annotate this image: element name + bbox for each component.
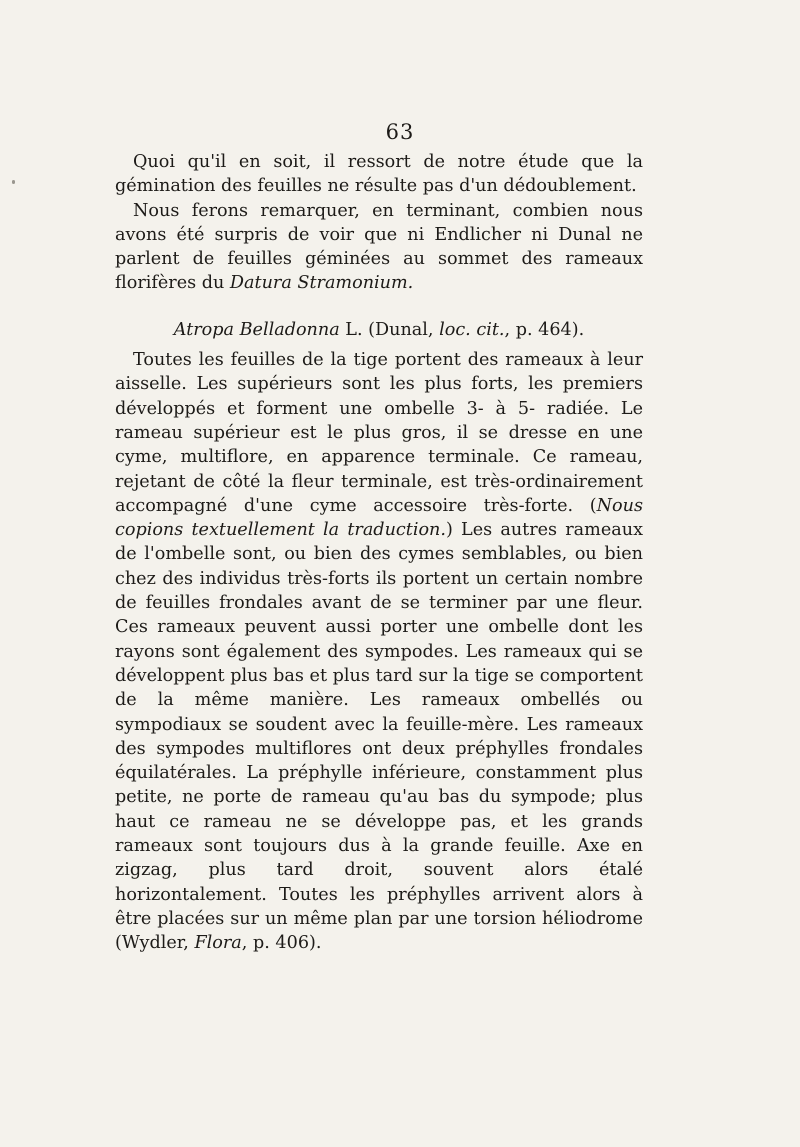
paragraph-2-text: Nous ferons remarquer, en terminant, combien nous avons été surpris de voir que ni Endlicher ni Dunal ne parlent de feuilles géminées au sommet des rameaux florifères du: [115, 200, 643, 294]
paragraph-1: Quoi qu'il en soit, il ressort de notre étude que la gémination des feuilles ne résulte pas d'un dédoublement.: [115, 152, 643, 197]
paragraph-3-text-mid: ) Les autres rameaux de l'ombelle sont, ou bien des cymes semblables, ou bien chez des individus très-forts ils portent un certain nombre de feuilles frondales avant de se terminer par une fleur. Ces rameaux peuvent aussi porter une ombelle dont les rayons sont également des sympodes. Les rameaux qui se développent plus bas et plus tard sur la tige se comportent de la même manière. Les rameaux ombellés ou sympodiaux se soudent avec la feuille-mère. Les rameaux des sympodes multiflores ont deux préphylles frondales équilatérales. La préphylle inférieure, constamment plus petite, ne porte de rameau qu'au bas du sympode; plus haut ce rameau ne se développe pas, et les grands rameaux sont toujours dus à la grande feuille. Axe en zigzag, plus tard droit, souvent alors étalé horizontalement. Toutes les préphylles arrivent alors à être placées sur un même plan par une torsion héliodrome (Wydler,: [115, 520, 643, 954]
paragraph-3-text-end: , p. 406).: [241, 933, 322, 954]
heading-author: L. (Dunal,: [339, 319, 440, 340]
heading-loc: loc. cit.: [439, 319, 505, 340]
heading-species: Atropa Belladonna: [173, 319, 340, 340]
margin-mark: [12, 180, 15, 184]
body-text: [115, 150, 643, 956]
paragraph-3-text-start: Toutes les feuilles de la tige portent des rameaux à leur aisselle. Les supérieurs sont les plus forts, les premiers développés et forment une ombelle 3- à 5- radiée. Le rameau supérieur est le plus gros, il se dresse en une cyme, multiflore, en apparence terminale. Ce rameau, rejetant de côté la fleur terminale, est très-ordinairement accompagné d'une cyme accessoire très-forte. (: [115, 350, 643, 516]
source-flora: Flora: [194, 933, 242, 954]
heading-page: , p. 464).: [504, 319, 585, 340]
translation-note: Nous copions textuellement la traduction.: [115, 495, 643, 541]
species-name-datura: Datura Stramonium.: [229, 273, 414, 294]
page-number: 63: [385, 120, 415, 144]
section-heading: [115, 318, 643, 342]
paragraph-2: [115, 199, 643, 296]
paragraph-3: [115, 348, 643, 955]
